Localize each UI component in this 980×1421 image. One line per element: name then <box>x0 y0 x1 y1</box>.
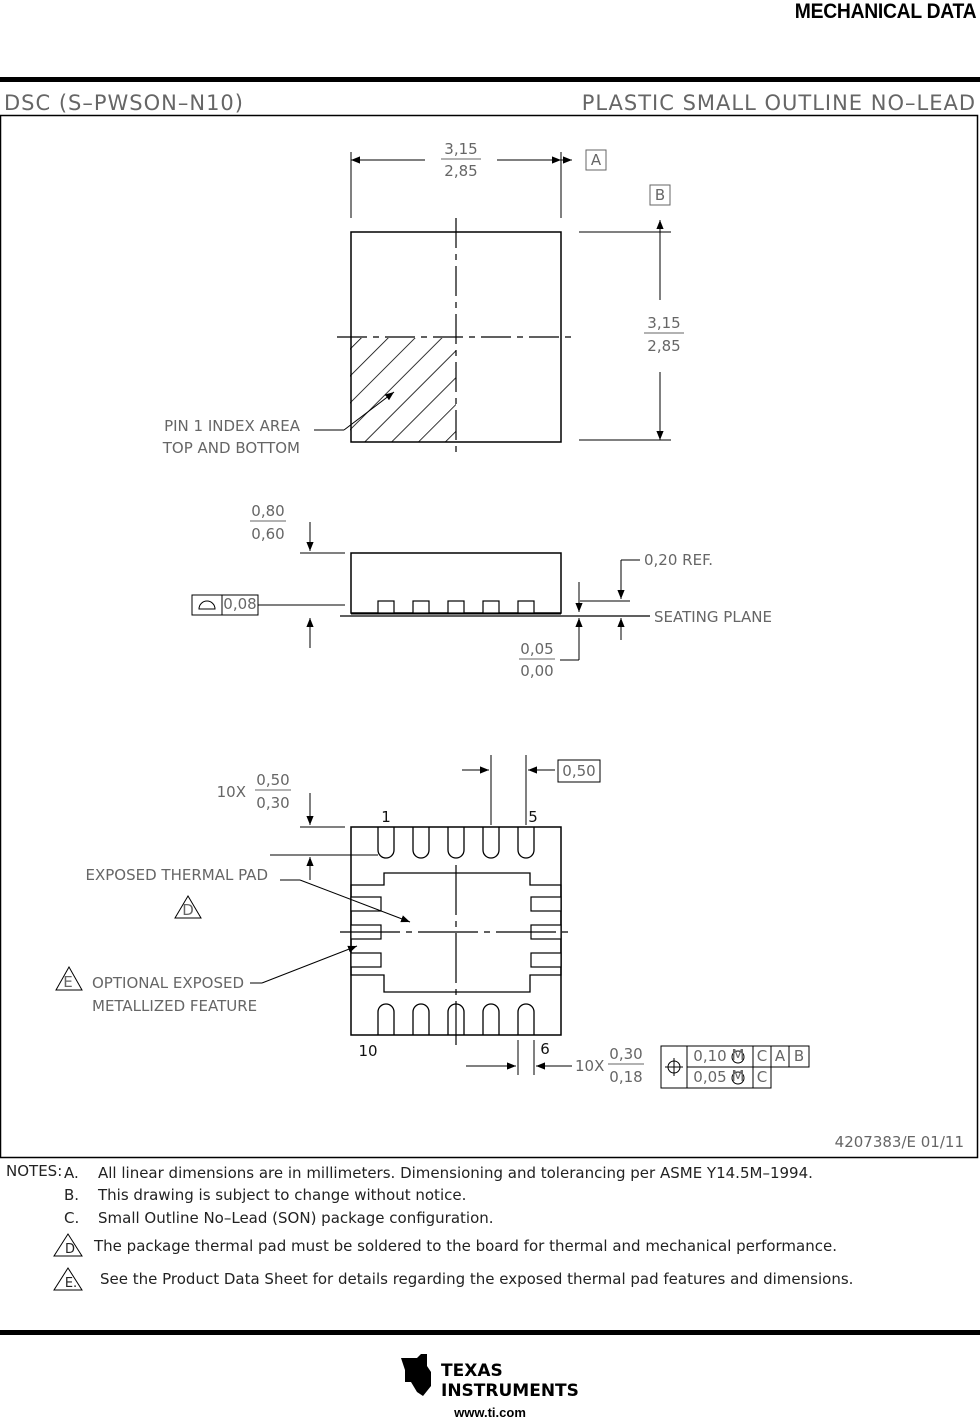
top-height-max: 3,15 <box>647 314 681 332</box>
tol-datum-c-1: C <box>756 1047 768 1065</box>
side-ref: 0,20 REF. <box>644 551 714 569</box>
side-standoff-max: 0,05 <box>520 640 554 658</box>
pin-5-label: 5 <box>528 808 538 826</box>
top-height-min: 2,85 <box>647 337 681 355</box>
top-width-max: 3,15 <box>444 140 478 158</box>
note-d-letter: D <box>182 901 194 919</box>
package-code: DSC (S–PWSON–N10) <box>4 91 244 115</box>
seating-plane-label: SEATING PLANE <box>654 608 773 626</box>
side-thk-max: 0,80 <box>251 502 285 520</box>
tol-datum-b: B <box>793 1047 805 1065</box>
bottom-rule <box>0 1330 980 1335</box>
datum-b-label: B <box>654 186 666 204</box>
tol-pos-2: 0,05 <box>693 1068 727 1086</box>
optional-label-line1: OPTIONAL EXPOSED <box>92 974 245 992</box>
mod-m-2: M <box>731 1067 745 1085</box>
mod-m-1: M <box>731 1046 745 1064</box>
pin1-label-line2: TOP AND BOTTOM <box>162 439 300 457</box>
pin-1-label: 1 <box>381 808 391 826</box>
pad-len-max: 0,50 <box>256 771 290 789</box>
flatness-value: 0,08 <box>223 595 257 613</box>
tol-datum-a: A <box>774 1047 786 1065</box>
svg-text:D: D <box>64 1242 76 1257</box>
pitch-value: 0,50 <box>562 762 596 780</box>
footer-url[interactable]: www.ti.com <box>454 1405 526 1420</box>
ti-logo <box>0 1352 980 1406</box>
note-a-label: A. <box>64 1164 79 1182</box>
top-view <box>162 140 684 457</box>
pin1-label-line1: PIN 1 INDEX AREA <box>164 417 300 435</box>
notes-heading: NOTES: <box>6 1162 63 1180</box>
tol-pos-1: 0,10 <box>693 1047 727 1065</box>
note-e-text: See the Product Data Sheet for details regarding the exposed thermal pad features and dimensions. <box>100 1270 854 1288</box>
ti-logo-mark <box>395 1352 585 1402</box>
thermal-pad-label: EXPOSED THERMAL PAD <box>85 866 268 884</box>
optional-label-line2: METALLIZED FEATURE <box>92 997 258 1015</box>
note-b-text: This drawing is subject to change without notice. <box>98 1186 467 1204</box>
tol-datum-c-2: C <box>756 1068 768 1086</box>
top-rule <box>0 77 980 82</box>
pad-w-min: 0,18 <box>609 1068 643 1086</box>
side-view <box>192 502 772 680</box>
note-d-text: The package thermal pad must be soldered to the board for thermal and mechanical performance. <box>94 1237 837 1255</box>
note-b-label: B. <box>64 1186 80 1204</box>
note-d-icon <box>50 1232 96 1258</box>
svg-text:E.: E. <box>64 1276 78 1291</box>
header-title: MECHANICAL DATA <box>794 0 976 23</box>
pad-len-prefix: 10X <box>216 783 246 801</box>
side-standoff-min: 0,00 <box>520 662 554 680</box>
ti-chip-icon <box>401 1354 431 1396</box>
doc-id: 4207383/E 01/11 <box>834 1133 964 1151</box>
top-leads <box>378 827 534 858</box>
note-c-label: C. <box>64 1209 80 1227</box>
brand-line1: TEXAS <box>441 1361 503 1381</box>
note-e-letter: E <box>63 973 73 991</box>
note-e-icon <box>50 1266 96 1292</box>
pad-w-prefix: 10X <box>575 1057 605 1075</box>
pin1-hatch-area <box>350 338 456 442</box>
profile-icon <box>199 601 215 609</box>
note-c-text: Small Outline No–Lead (SON) package configuration. <box>98 1209 494 1227</box>
pin-6-label: 6 <box>540 1040 550 1058</box>
side-thk-min: 0,60 <box>251 525 285 543</box>
datum-a-label: A <box>590 151 602 169</box>
bottom-view <box>56 755 809 1088</box>
top-width-min: 2,85 <box>444 162 478 180</box>
package-name: PLASTIC SMALL OUTLINE NO–LEAD <box>581 91 976 115</box>
brand-line2: INSTRUMENTS <box>441 1381 579 1401</box>
note-a-text: All linear dimensions are in millimeters. Dimensioning and tolerancing per ASME Y14.5M–1994. <box>98 1164 813 1182</box>
pin-10-label: 10 <box>358 1042 378 1060</box>
pad-w-max: 0,30 <box>609 1045 643 1063</box>
pad-len-min: 0,30 <box>256 794 290 812</box>
